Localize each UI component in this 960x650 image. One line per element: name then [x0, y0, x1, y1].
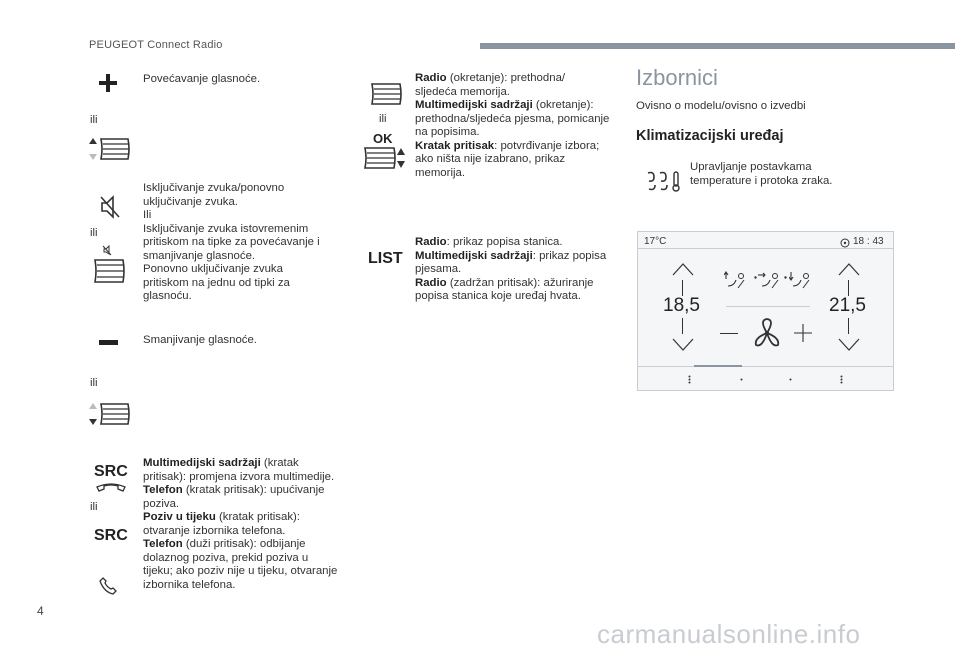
- left-temp-up-icon[interactable]: [672, 262, 694, 276]
- airflow-mid-icon[interactable]: [758, 270, 782, 290]
- divider: [682, 280, 683, 296]
- ac-section-title: Klimatizacijski uređaj: [636, 128, 784, 144]
- dot-icon[interactable]: [789, 378, 792, 381]
- volume-down-text: Smanjivanje glasnoće.: [143, 334, 257, 346]
- menus-title: Izbornici: [636, 65, 718, 90]
- left-temp-down-icon[interactable]: [672, 338, 694, 352]
- phone-hangup-icon: [99, 577, 117, 595]
- wheel-updown-icon: [364, 146, 406, 170]
- src-label: SRC: [94, 463, 128, 480]
- wheel-down-icon: [88, 402, 130, 426]
- fan-icon: [753, 318, 781, 348]
- ac-text: Upravljanje postavkama temperature i protoka zraka.: [690, 161, 833, 187]
- volume-up-text: Povećavanje glasnoće.: [143, 73, 261, 85]
- right-temp-up-icon[interactable]: [838, 262, 860, 276]
- ili-label: ili: [90, 227, 98, 239]
- rotary-text: Radio (okretanje): prethodna/ sljedeća memorija. Multimedijski sadržaji (okretanje): prethodna/sljedeća pjesma, pomicanje na popisima. Kratak pritisak: potvrđivanje izbora; ako ništa nije izabrano, prikaz memorija.: [415, 72, 610, 179]
- list-text: Radio: prikaz popisa stanica. Multimedijski sadržaji: prikaz popisa pjesama. Radio (zadržan pritisak): ažuriranje popisa stanica koje uređaj hvata.: [415, 236, 607, 302]
- phone-icon: [96, 481, 126, 493]
- ili-label: ili: [90, 114, 98, 126]
- dot-icon[interactable]: [740, 378, 743, 381]
- ili-label: ili: [90, 377, 98, 389]
- header-bar: [480, 43, 955, 49]
- list-label: LIST: [368, 250, 403, 267]
- menu-dots-icon[interactable]: [688, 375, 691, 384]
- mute-text: Isključivanje zvuka/ponovno uključivanje zvuka. Ili Isključivanje zvuka istovremenim pritiskom na tipke za povećavanje i smanjivanje glasnoće. Ponovno uključivanje zvuka pritiskom na jednu od tipki za glasnoću.: [143, 182, 320, 302]
- divider: [848, 280, 849, 296]
- fan-minus-icon[interactable]: [720, 333, 738, 334]
- wheel-up-icon: [88, 137, 130, 161]
- mute-icon: [100, 195, 120, 219]
- plus-icon: [99, 74, 117, 92]
- active-tab-indicator: [694, 365, 742, 367]
- page-number: 4: [37, 604, 44, 618]
- divider: [638, 248, 893, 249]
- ok-label: OK: [373, 131, 393, 146]
- ili-label: ili: [90, 501, 98, 513]
- menus-subtitle: Ovisno o modelu/ovisno o izvedbi: [636, 100, 806, 112]
- airflow-feet-icon[interactable]: [789, 270, 813, 290]
- ac-icon: [646, 170, 682, 192]
- outside-temp: 17°C: [644, 236, 667, 247]
- header-title: PEUGEOT Connect Radio: [89, 39, 223, 51]
- watermark: carmanualsonline.info: [597, 619, 861, 649]
- fan-plus-icon[interactable]: [794, 324, 812, 342]
- dot-icon: [754, 276, 757, 279]
- wheel-mute-icon: [92, 245, 126, 285]
- divider: [638, 366, 893, 367]
- ili-label: ili: [379, 113, 387, 125]
- menu-dots-icon[interactable]: [840, 375, 843, 384]
- src-label: SRC: [94, 527, 128, 544]
- left-temp: 18,5: [663, 295, 700, 316]
- wheel-icon: [370, 82, 402, 106]
- divider: [848, 318, 849, 334]
- dot-icon: [784, 276, 787, 279]
- climate-screen: [637, 231, 894, 391]
- divider: [682, 318, 683, 334]
- clock-icon: [840, 238, 850, 248]
- airflow-face-icon[interactable]: [724, 270, 748, 290]
- right-temp-down-icon[interactable]: [838, 338, 860, 352]
- right-temp: 21,5: [829, 295, 866, 316]
- clock: 18 : 43: [853, 236, 884, 247]
- minus-icon: [99, 340, 118, 346]
- divider: [726, 306, 810, 307]
- src-text: Multimedijski sadržaji (kratak pritisak): promjena izvora multimedije. Telefon (kratak pritisak): upućivanje poziva. Poziv u tijeku (kratak pritisak): otvaranje izbornika telefona. Telefon (duži pritisak): odbijanje dolaznog poziva, prekid poziva u tijeku; ako poziv nije u tijeku, otvaranje izbornika telefona.: [143, 457, 338, 591]
